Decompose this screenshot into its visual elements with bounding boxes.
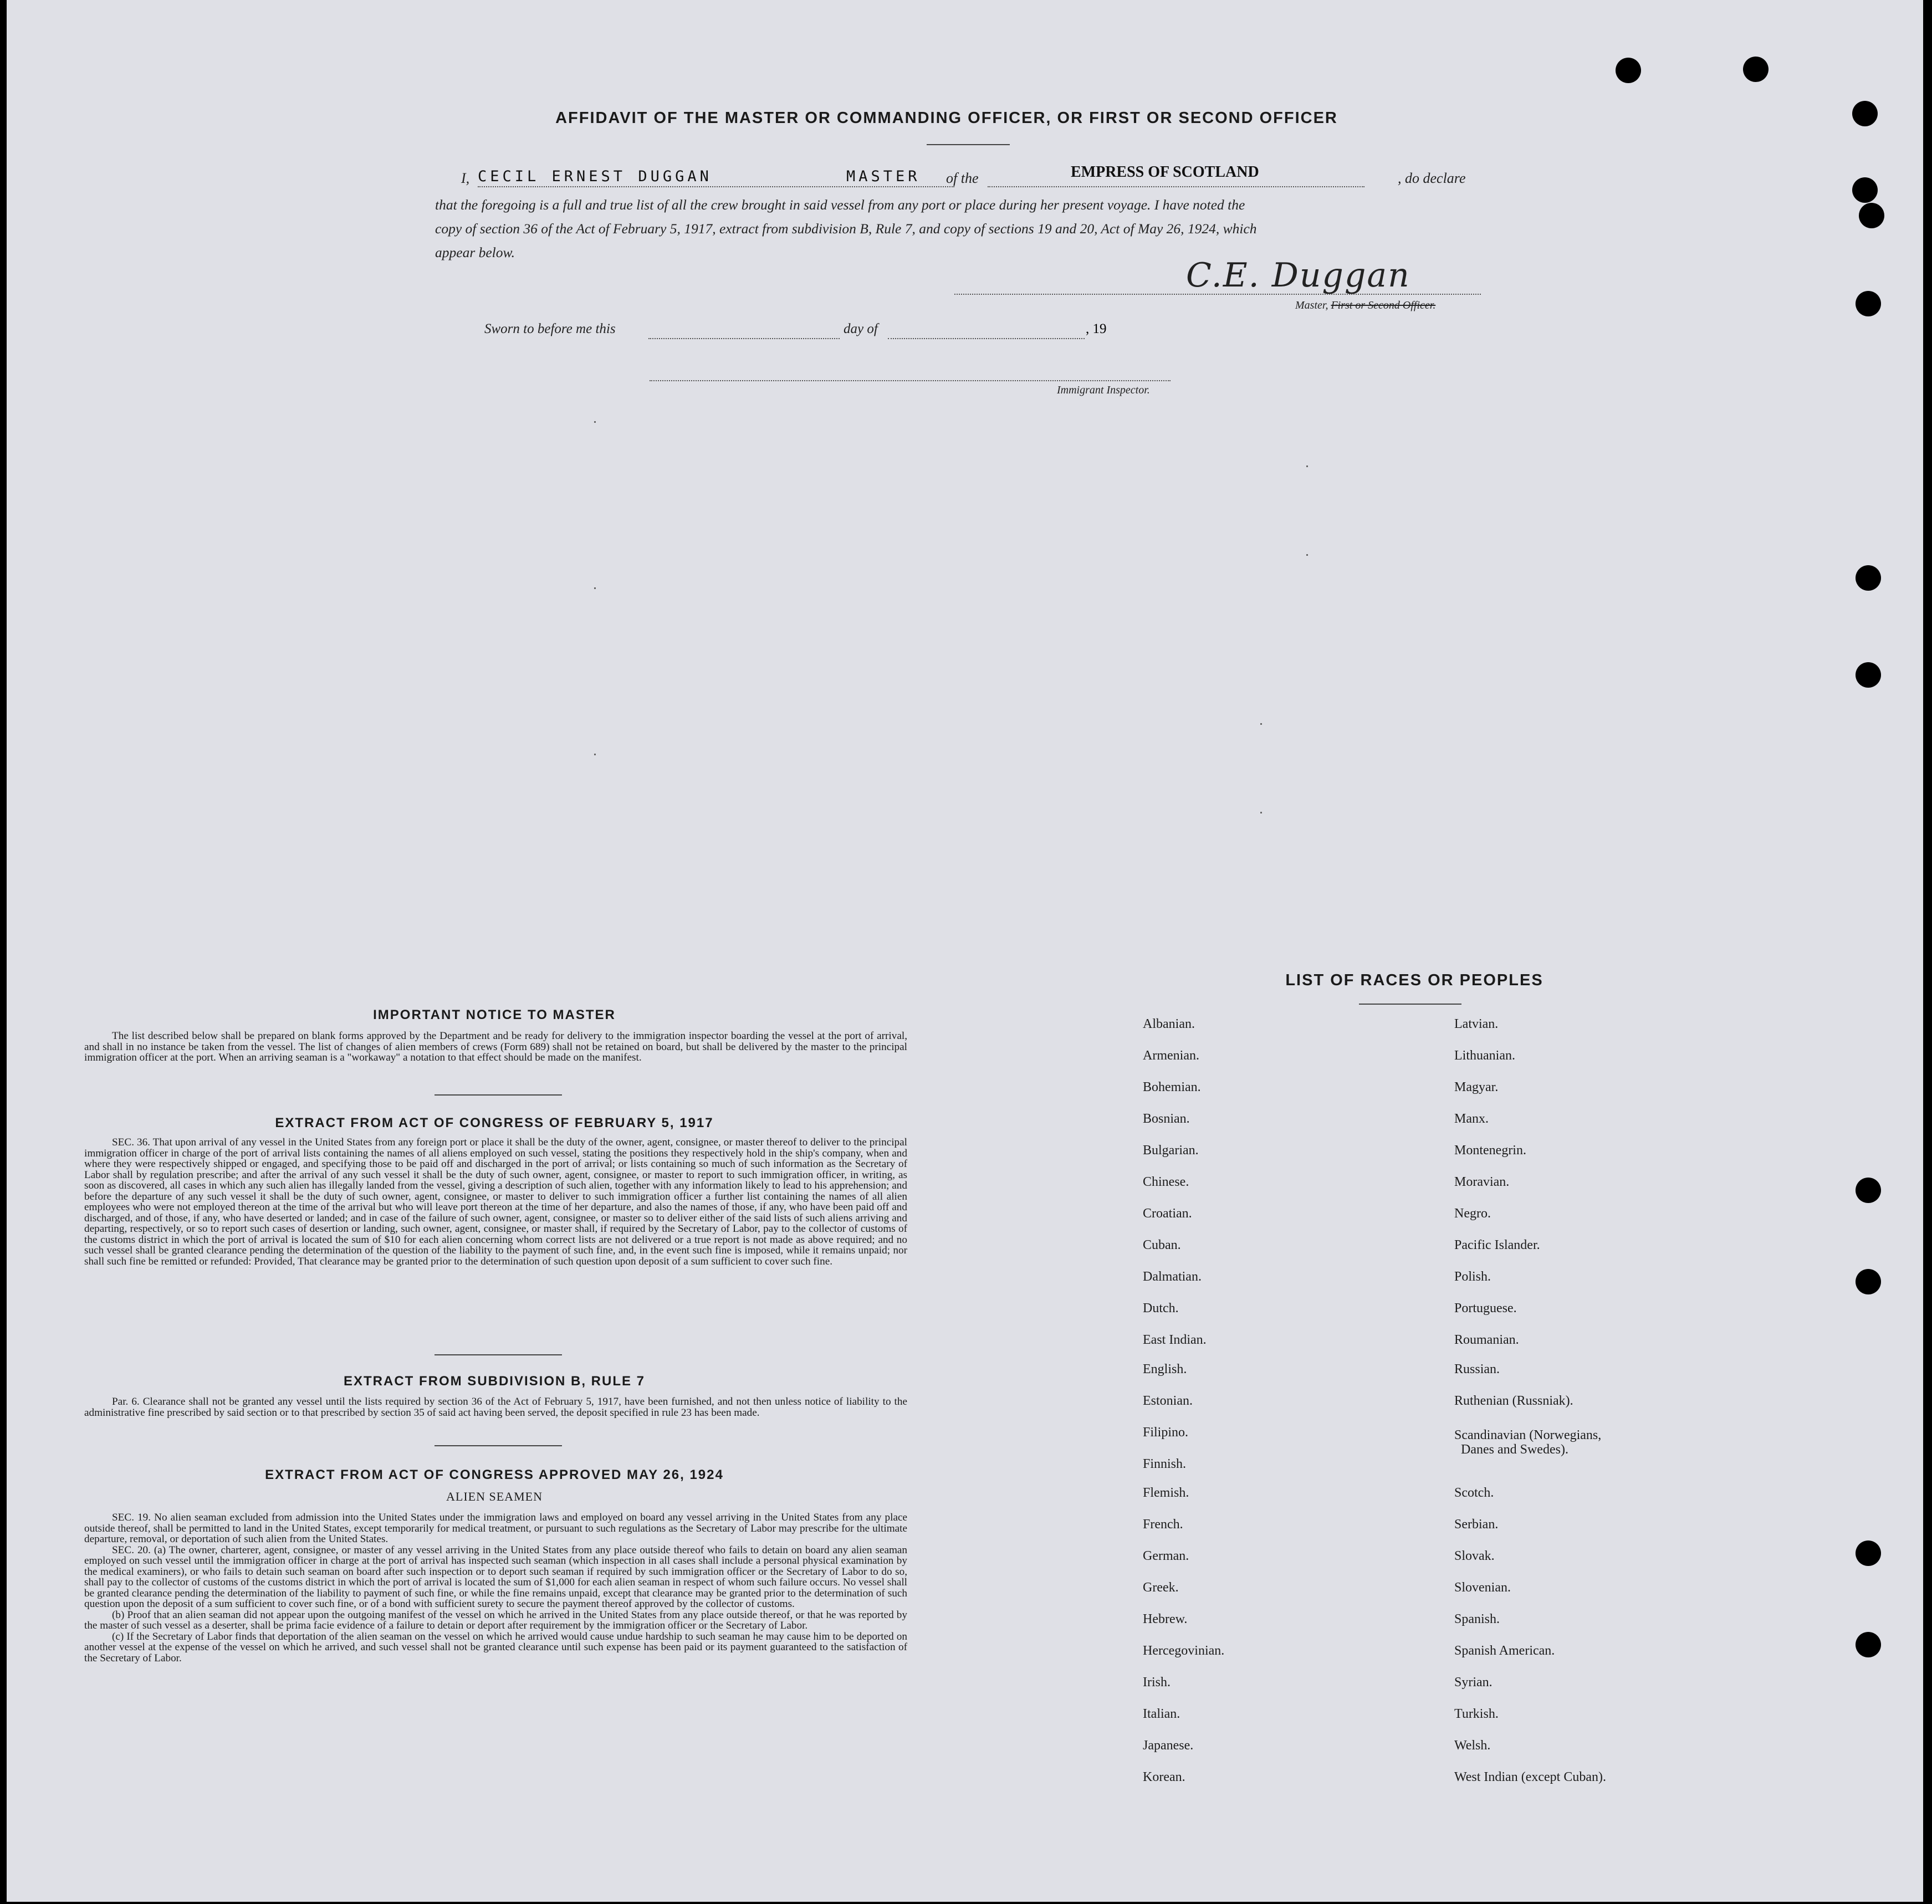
document-sheet — [7, 0, 1923, 1902]
scan-speck — [594, 421, 596, 423]
races-title: LIST OF RACES OR PEOPLES — [1285, 971, 1543, 989]
race-item: Bosnian. — [1143, 1112, 1190, 1126]
race-item: Spanish. — [1454, 1612, 1500, 1626]
section-20c-text: (c) If the Secretary of Labor finds that deportation of the alien seaman on the vessel on which he arrived would cause undue hardship to such seaman he may cause him to be deported on another vessel at the expense of the vessel on which he arrived, and such vessel shall not be granted clearance until such expense has been paid or its payment guaranteed to the satisfaction of the Secretary of Labor. — [84, 1630, 907, 1664]
race-item: Bulgarian. — [1143, 1143, 1199, 1158]
sworn-text: Sworn to before me this — [484, 321, 616, 336]
race-item: Chinese. — [1143, 1175, 1189, 1189]
notice-divider — [435, 1094, 562, 1096]
race-item: Scotch. — [1454, 1486, 1494, 1500]
binder-hole-icon — [1856, 1269, 1881, 1294]
scan-speck — [1260, 812, 1262, 813]
binder-hole-icon — [1852, 177, 1878, 203]
race-item: East Indian. — [1143, 1333, 1207, 1347]
scan-speck — [1260, 723, 1262, 725]
declaration-line — [461, 163, 1481, 190]
name-fill-line — [478, 186, 954, 187]
declaration-body-3: appear below. — [435, 244, 515, 260]
declaration-body-1: that the foregoing is a full and true list of all the crew brought in said vessel from any port or place during her present voyage. I have noted the — [435, 197, 1245, 213]
race-item: Welsh. — [1454, 1738, 1491, 1753]
binder-hole-icon — [1856, 1540, 1881, 1566]
binder-hole-icon — [1616, 58, 1641, 83]
signature: C.E. Duggan — [1186, 256, 1410, 295]
signature-caption — [1295, 299, 1435, 312]
day-of-text: day of — [844, 321, 878, 336]
scan-speck — [1306, 465, 1308, 467]
race-item: Turkish. — [1454, 1707, 1499, 1721]
race-item: Russian. — [1454, 1362, 1500, 1376]
race-item: Bohemian. — [1143, 1080, 1201, 1094]
race-item: Latvian. — [1454, 1017, 1499, 1031]
race-item: Irish. — [1143, 1675, 1171, 1690]
race-item: Ruthenian (Russniak). — [1454, 1394, 1573, 1408]
race-item: Spanish American. — [1454, 1644, 1555, 1658]
notice-body — [84, 1031, 907, 1063]
vessel-name[interactable]: EMPRESS OF SCOTLAND — [1071, 163, 1259, 181]
inspector-signature-line — [650, 380, 1171, 381]
race-item: Roumanian. — [1454, 1333, 1519, 1347]
i-word: I, — [461, 170, 470, 186]
race-item: Montenegrin. — [1454, 1143, 1526, 1158]
binder-hole-icon — [1856, 565, 1881, 591]
binder-hole-icon — [1743, 57, 1769, 82]
section-36-text: SEC. 36. That upon arrival of any vessel in the United States from any foreign port or place it shall be the duty of the owner, agent, consignee, or master thereof to deliver to the principal immigration officer in charge of the port of arrival lists containing the names of all aliens employed on such vessel, stating the positions they respectively hold in the ship's company, when and where they were respectively shipped or engaged, and specifying those to be paid off and discharged in the port of arrival; or lists containing so much of such information as the Secretary of Labor shall by regulation prescribe; and after the arrival of any such vessel it shall be the duty of such owner, agent, consignee, or master to report to such immigration officer, in writing, as soon as discovered, all cases in which any such alien has illegally landed from the vessel, giving a description of such alien, together with any information likely to lead to his apprehension; and before the departure of any such vessel it shall be the duty of such owner, agent, consignee, or master to deliver to such immigration officer a further list containing the names of all alien employees who were not employed thereon at the time of the arrival but who will leave port thereon at the time of her departure, and also the names of those, if any, who have been paid off and discharged, and of those, if any, who have deserted or landed; and in case of the failure of such owner, agent, consignee, or master so to deliver either of the said lists of such aliens arriving and departing, respectively, or so to report such cases of desertion or landing, such owner, agent, consignee, or master shall, if required by the Secretary of Labor, pay to the collector of customs of the customs district in which the port of arrival is located the sum of $10 for each alien concerning whom correct lists are not delivered or a true report is not made as above required; and no such vessel shall be granted clearance pending the determination of the question of the liability to the payment of such fine, and, in the event such fine is imposed, while it remains unpaid; nor shall such fine be remitted or refunded: Provided, That clearance may be granted prior to the determination of such question upon deposit of a sum sufficient to cover such fine. — [84, 1137, 907, 1267]
race-item: Italian. — [1143, 1707, 1180, 1721]
sworn-line — [484, 321, 1149, 344]
section-20b-text: (b) Proof that an alien seaman did not appear upon the outgoing manifest of the vessel on which he arrived in the United States from any place outside thereof, or that he was reported by the master of such vessel as a deserter, shall be prima facie evidence of a failure to detain or deport after requirement by the immigration officer or the Secretary of Labor. — [84, 1609, 907, 1631]
sworn-date-line — [648, 338, 840, 339]
race-item: German. — [1143, 1549, 1189, 1563]
race-item: Serbian. — [1454, 1517, 1499, 1532]
scan-speck — [594, 587, 596, 589]
race-item: Croatian. — [1143, 1206, 1192, 1221]
race-item: Greek. — [1143, 1580, 1179, 1595]
race-item: Moravian. — [1454, 1175, 1510, 1189]
of-the-text: of the — [946, 170, 979, 186]
do-declare-text: , do declare — [1398, 170, 1466, 186]
year-prefix: , 19 — [1086, 321, 1107, 336]
inspector-caption: Immigrant Inspector. — [1057, 384, 1150, 396]
notice-text: The list described below shall be prepared on blank forms approved by the Department and be ready for delivery to the immigration inspector boarding the vessel at the port of arrival, and shall in no instance be taken from the vessel. The list of changes of alien members of crews (Form 689) shall not be retained on board, but shall be delivered by the master to the principal immigration officer at the port. When an arriving seaman is a "workaway" a notation to that effect should be made on the manifest. — [84, 1030, 907, 1063]
notice-title: IMPORTANT NOTICE TO MASTER — [373, 1007, 616, 1022]
race-item: Manx. — [1454, 1112, 1489, 1126]
alien-seamen-subtitle: ALIEN SEAMEN — [446, 1490, 543, 1503]
race-item: Polish. — [1454, 1270, 1491, 1284]
declarant-name[interactable]: CECIL ERNEST DUGGAN — [478, 168, 712, 185]
race-item: Portuguese. — [1454, 1301, 1517, 1316]
subdivision-b-title: EXTRACT FROM SUBDIVISION B, RULE 7 — [343, 1374, 646, 1389]
race-item: Dalmatian. — [1143, 1270, 1202, 1284]
race-item: Korean. — [1143, 1770, 1185, 1784]
race-item: Armenian. — [1143, 1048, 1199, 1063]
subdivision-b-divider — [435, 1445, 562, 1446]
extract-1917-divider — [435, 1354, 562, 1355]
race-item: Hercegovinian. — [1143, 1644, 1225, 1658]
declarant-rank[interactable]: MASTER — [846, 168, 921, 185]
scan-speck — [1306, 554, 1308, 556]
race-item: Japanese. — [1143, 1738, 1194, 1753]
race-item: West Indian (except Cuban). — [1454, 1770, 1606, 1784]
race-item: Hebrew. — [1143, 1612, 1188, 1626]
race-item: English. — [1143, 1362, 1187, 1376]
section-20a-text: SEC. 20. (a) The owner, charterer, agent, consignee, or master of any vessel arriving in the United States from any place outside thereof who fails to detain on board any alien seaman employed on such vessel until the immigration officer in charge at the port of arrival has inspected such seaman (which inspection in all cases shall include a personal physical examination by the medical examiners), or who fails to detain such seaman on board after such inspection or to deport such seaman if required by such immigration officer or the Secretary of Labor to do so, shall pay to the collector of customs of the customs district in which the port of arrival is located the sum of $1,000 for each alien seaman in respect of whom such failure occurs. No vessel shall be granted clearance pending the determination of the liability to payment of such fine, or while the fine remains unpaid, except that clearance may be granted prior to the determination of such question upon the deposit of a sum sufficient to cover such fine, or of a bond with sufficient surety to secure the payment thereof approved by the collector of customs. — [84, 1544, 907, 1610]
race-item: Magyar. — [1454, 1080, 1499, 1094]
race-item: Albanian. — [1143, 1017, 1195, 1031]
affidavit-title: AFFIDAVIT OF THE MASTER OR COMMANDING OFFICER, OR FIRST OR SECOND OFFICER — [555, 109, 1338, 127]
sworn-month-line — [888, 338, 1085, 339]
race-item: Scandinavian (Norwegians, Danes and Swedes). — [1454, 1428, 1602, 1457]
vessel-fill-line — [988, 186, 1364, 187]
extract-1917-body — [84, 1137, 907, 1267]
scan-speck — [594, 754, 596, 755]
caption-struck: First or Second Officer. — [1331, 299, 1436, 311]
binder-hole-icon — [1856, 1178, 1881, 1203]
subdivision-b-body — [84, 1396, 907, 1418]
race-item: Slovak. — [1454, 1549, 1495, 1563]
caption-master: Master, — [1295, 299, 1328, 311]
extract-1924-body — [84, 1512, 907, 1664]
race-item: Filipino. — [1143, 1425, 1189, 1440]
race-item: Estonian. — [1143, 1394, 1193, 1408]
race-item: Cuban. — [1143, 1238, 1181, 1252]
race-item: Pacific Islander. — [1454, 1238, 1540, 1252]
binder-hole-icon — [1856, 1632, 1881, 1657]
race-item: Negro. — [1454, 1206, 1491, 1221]
race-item: Finnish. — [1143, 1457, 1187, 1471]
binder-hole-icon — [1856, 291, 1881, 316]
title-divider — [927, 144, 1010, 145]
signature-line — [954, 294, 1481, 295]
paragraph-6-text: Par. 6. Clearance shall not be granted any vessel until the lists required by section 36 of the Act of February 5, 1917, have been furnished, and not then unless notice of liability to the administrative fine prescribed by said section or to that prescribed by section 35 of said act having been served, the deposit specified in rule 23 has been made. — [84, 1396, 907, 1419]
binder-hole-icon — [1859, 203, 1884, 228]
extract-1917-title: EXTRACT FROM ACT OF CONGRESS OF FEBRUARY 5, 1917 — [275, 1115, 714, 1130]
extract-1924-title: EXTRACT FROM ACT OF CONGRESS APPROVED MAY 26, 1924 — [265, 1467, 724, 1482]
race-item: Flemish. — [1143, 1486, 1189, 1500]
binder-hole-icon — [1856, 662, 1881, 688]
race-item: Dutch. — [1143, 1301, 1179, 1316]
race-item: French. — [1143, 1517, 1183, 1532]
race-item: Syrian. — [1454, 1675, 1493, 1690]
race-item: Lithuanian. — [1454, 1048, 1515, 1063]
races-divider — [1359, 1004, 1461, 1005]
section-19-text: SEC. 19. No alien seaman excluded from admission into the United States under the immigration laws and employed on board any vessel arriving in the United States from any place outside thereof, shall be permitted to land in the United States, except temporarily for medical treatment, or pursuant to such regulations as the Secretary of Labor may prescribe for the ultimate departure, removal, or deportation of such alien from the United States. — [84, 1512, 907, 1545]
race-item: Slovenian. — [1454, 1580, 1511, 1595]
declaration-body-2: copy of section 36 of the Act of February 5, 1917, extract from subdivision B, Rule 7, and copy of sections 19 and 20, Act of May 26, 1924, which — [435, 221, 1257, 237]
